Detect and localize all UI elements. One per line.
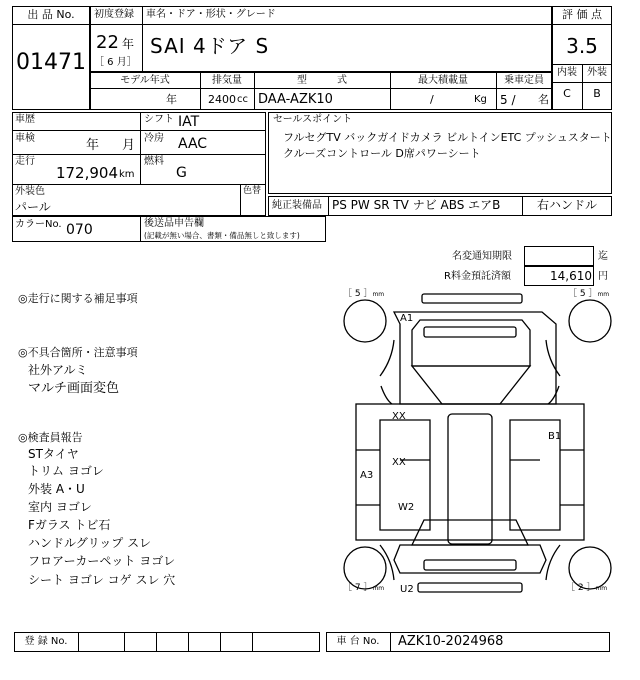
damage-mark: A1 [400, 313, 414, 324]
exterior-color-label: 外装色 [15, 186, 45, 197]
chassis-number-label: 車 台 No. [336, 636, 380, 647]
sales-points-line-2: クルーズコントロール D席パワーシート [283, 147, 481, 160]
registration-number-label: 登 録 No. [24, 636, 68, 647]
grade-value: 3.5 [566, 34, 598, 58]
exterior-grade: B [593, 87, 601, 100]
color-change-label: 色替 [243, 186, 262, 196]
tire-depth-front-left: ［ 5 ］mm [343, 289, 385, 299]
damage-mark: B1 [548, 431, 562, 442]
recycle-fee-value: 14,610 [550, 269, 592, 283]
name-change-label: 名変通知期限 [452, 251, 512, 262]
color-number-label: カラーNo. [15, 219, 62, 230]
max-load-label: 最大積載量 [418, 75, 468, 86]
equipment-value: PS PW SR TV ナビ ABS エアB [332, 198, 501, 212]
trunk-outline [394, 545, 546, 573]
exterior-label: 外装 [587, 67, 607, 78]
inspector-report-line: 外装 A・U [28, 482, 85, 496]
fuel-label: 燃料 [144, 156, 164, 167]
equipment-label: 純正装備品 [272, 200, 322, 211]
post-install-label: 後送品申告欄 [144, 218, 204, 229]
damage-mark: U2 [400, 584, 414, 595]
inspector-report-line: フロアーカーペット ヨゴレ [28, 554, 176, 568]
steering-value: 右ハンドル [536, 198, 597, 212]
interior-grade: C [563, 87, 571, 100]
max-load-value: / [430, 93, 434, 106]
damage-mark: XX [392, 457, 406, 468]
windshield-outline [412, 366, 530, 404]
mileage-unit: km [119, 169, 135, 180]
first-registration-month: ［ 6 月］ [94, 57, 137, 68]
ac-label: 冷房 [144, 133, 164, 144]
max-load-unit: Kg [474, 94, 487, 105]
displacement-label: 排気量 [212, 75, 242, 86]
model-year-unit: 年 [166, 93, 177, 106]
capacity-unit: 名 [538, 93, 549, 106]
roof-outline [448, 414, 492, 544]
name-change-unit: 迄 [598, 251, 608, 262]
inspector-report-header: ◎検査員報告 [18, 431, 83, 444]
capacity-label: 乗車定員 [504, 75, 544, 86]
defect-item: 社外アルミ [28, 363, 88, 377]
car-info-label: 車名・ドア・形状・グレード [146, 9, 276, 20]
inspection-year-unit: 年 [86, 138, 100, 153]
mileage-label: 走行 [15, 156, 35, 167]
color-number-value: 070 [66, 222, 93, 238]
tire-depth-front-right: ［ 5 ］mm [568, 289, 610, 299]
inspection-label: 車検 [15, 133, 35, 144]
model-code: DAA-AZK10 [258, 92, 333, 107]
recycle-fee-label: R料金預託済額 [444, 271, 511, 282]
sales-points-label: セールスポイント [273, 114, 353, 125]
tire-front-right [569, 300, 611, 342]
damage-mark: XX [392, 411, 406, 422]
interior-label: 内装 [557, 67, 577, 78]
lot-number: 01471 [16, 50, 86, 75]
displacement-value: 2400 [208, 93, 236, 106]
post-install-note: (記載が無い場合、書類・備品無しと致します) [144, 231, 300, 240]
model-year-label: モデル年式 [120, 75, 170, 86]
defect-item: マルチ画面変色 [28, 381, 120, 396]
rear-bumper-outline [424, 560, 516, 570]
defects-header: ◎不具合箇所・注意事項 [18, 346, 138, 359]
tire-depth-rear-right: ［ 2 ］mm [566, 583, 608, 593]
inspector-report-line: 室内 ヨゴレ [28, 500, 92, 514]
cabin-outline [380, 420, 430, 530]
lot-number-label: 出 品 No. [27, 8, 75, 21]
damage-mark: A3 [360, 470, 374, 481]
capacity-value: 5 / [500, 93, 516, 107]
chassis-number-value: AZK10-2024968 [398, 634, 504, 649]
mileage-value: 172,904 [55, 164, 118, 182]
fuel-value: G [176, 165, 187, 181]
driving-notes-header: ◎走行に関する補足事項 [18, 292, 138, 305]
damage-mark: W2 [398, 502, 415, 513]
tire-depth-rear-left: ［ 7 ］mm [343, 583, 385, 593]
recycle-fee-unit: 円 [598, 271, 608, 282]
inspector-report-line: STタイヤ [28, 447, 79, 461]
front-bumper-outline [422, 294, 522, 303]
year-unit: 年 [122, 37, 135, 51]
front-grille-outline [424, 327, 516, 337]
displacement-unit: cc [237, 94, 248, 105]
shift-value: IAT [178, 114, 200, 130]
ac-value: AAC [178, 136, 208, 152]
grade-label: 評 価 点 [562, 8, 602, 21]
car-name: SAI 4ドア S [150, 34, 270, 58]
inspector-report-line: シート ヨゴレ コゲ スレ 穴 [28, 573, 176, 587]
history-label: 車歴 [15, 114, 35, 125]
model-code-label: 型 式 [297, 75, 347, 86]
shift-label: シフト [144, 114, 174, 125]
first-registration-label: 初度登録 [94, 9, 134, 20]
tire-front-left [344, 300, 386, 342]
inspection-month-unit: 月 [122, 138, 136, 153]
sales-points-line-1: フルセグTV バックガイドカメラ ビルトインETC プッシュスタート [283, 131, 612, 144]
hood-outline [394, 312, 556, 404]
inspector-report-line: トリム ヨゴレ [28, 464, 104, 478]
first-registration-year: 22 [96, 32, 119, 53]
inspector-report-line: Fガラス トビ石 [28, 518, 111, 532]
exterior-color-value: パール [15, 200, 51, 214]
inspector-report-line: ハンドルグリップ スレ [28, 536, 152, 550]
